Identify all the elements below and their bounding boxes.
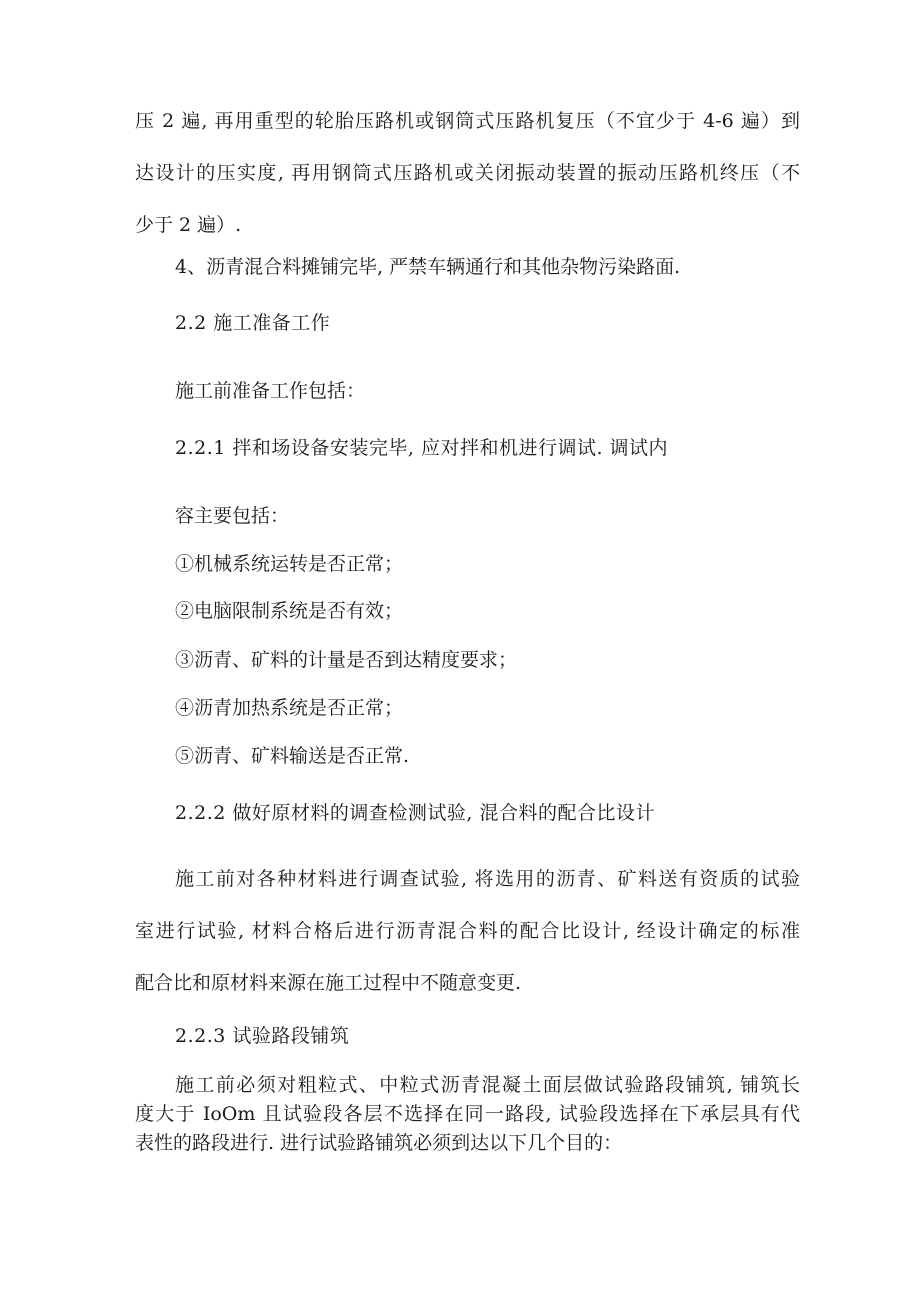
- paragraph-line: 配合比和原材料来源在施工过程中不随意变更.: [135, 972, 522, 994]
- paragraph-line: 表性的路段进行. 进行试验路铺筑必须到达以下几个目的：: [135, 1132, 623, 1154]
- list-item: ④沥青加热系统是否正常；: [175, 697, 404, 719]
- paragraph-trial-section: [135, 1071, 800, 1158]
- paragraph-2-2-1-continuation: 容主要包括：: [175, 505, 290, 527]
- paragraph-materials: [135, 853, 800, 1009]
- section-heading-2-2: 2.2 施工准备工作: [175, 312, 331, 334]
- paragraph-compaction: [135, 95, 800, 251]
- paragraph-line: 施工前对各种材料进行调查试验, 将选用的沥青、矿料送有资质的试验: [175, 868, 800, 890]
- section-heading-2-2-3: 2.2.3 试验路段铺筑: [175, 1025, 350, 1047]
- paragraph-line: 室进行试验, 材料合格后进行沥青混合料的配合比设计, 经设计确定的标准: [135, 920, 800, 942]
- paragraph-line: 度大于 IoOm 且试验段各层不选择在同一路段, 试验段选择在下承层具有代: [135, 1103, 800, 1125]
- paragraph-line: 少于 2 遍）.: [135, 214, 242, 236]
- section-heading-2-2-2: 2.2.2 做好原材料的调查检测试验, 混合料的配合比设计: [175, 802, 655, 824]
- list-item: ③沥青、矿料的计量是否到达精度要求；: [175, 649, 518, 671]
- paragraph-line: 达设计的压实度, 再用钢筒式压路机或关闭振动装置的振动压路机终压（不: [135, 162, 800, 184]
- section-heading-2-2-1: 2.2.1 拌和场设备安装完毕, 应对拌和机进行调试. 调试内: [175, 437, 669, 459]
- list-item: ⑤沥青、矿料输送是否正常.: [175, 745, 410, 767]
- paragraph-line: 施工前必须对粗粒式、中粒式沥青混凝土面层做试验路段铺筑, 铺筑长: [175, 1074, 800, 1096]
- paragraph-prep-intro: 施工前准备工作包括：: [175, 380, 366, 402]
- paragraph-item-4: 4、沥青混合料摊铺完毕, 严禁车辆通行和其他杂物污染路面.: [175, 256, 681, 278]
- paragraph-line: 压 2 遍, 再用重型的轮胎压路机或钢筒式压路机复压（不宜少于 4-6 遍）到: [135, 110, 800, 132]
- list-item: ①机械系统运转是否正常；: [175, 553, 404, 575]
- list-item: ②电脑限制系统是否有效；: [175, 600, 404, 622]
